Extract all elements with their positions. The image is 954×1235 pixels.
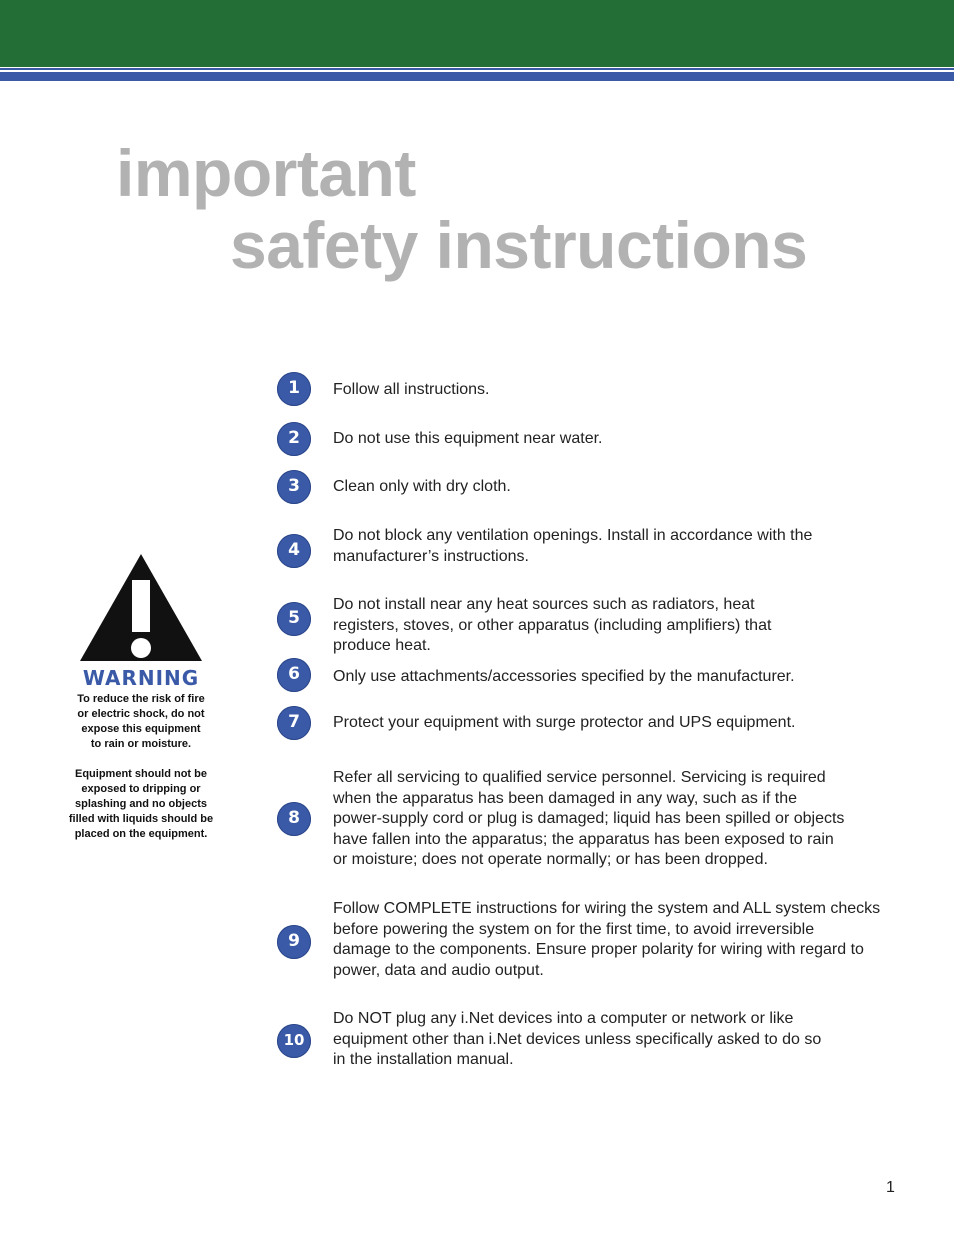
header-rule-thick <box>0 72 954 81</box>
page-title-line-1: important <box>116 136 416 210</box>
number-badge-9: 9 <box>277 925 311 959</box>
instruction-text-1: Follow all instructions. <box>333 381 490 398</box>
warning-text-shock: To reduce the risk of fire or electric shock, do not expose this equipment to rain or moisture. <box>77 693 205 750</box>
page-number: 1 <box>886 1179 895 1196</box>
number-badge-4: 4 <box>277 534 311 568</box>
number-badge-7: 7 <box>277 706 311 740</box>
header-band <box>0 0 954 67</box>
warning-label: WARNING <box>82 666 200 690</box>
warning-block <box>58 552 224 842</box>
instruction-text-2: Do not use this equipment near water. <box>333 430 603 447</box>
warning-text-liquids: Equipment should not be exposed to dripping or splashing and no objects filled with liquids should be placed on the equipment. <box>68 768 214 840</box>
number-badge-1: 1 <box>277 372 311 406</box>
instruction-text-5: Do not install near any heat sources such as radiators, heat registers, stoves, or other apparatus (including amplifiers) that produce heat. <box>333 596 772 655</box>
header-rule-thin <box>0 68 954 70</box>
number-badge-3: 3 <box>277 470 311 504</box>
number-badge-8: 8 <box>277 802 311 836</box>
instruction-text-9: Follow COMPLETE instructions for wiring the system and ALL system checks before powering the system on for the first time, to avoid irreversible damage to the components. Ensure proper polarity for wiring with regard to power, data and audio output. <box>333 900 881 979</box>
instruction-text-6: Only use attachments/accessories specified by the manufacturer. <box>333 668 795 685</box>
instruction-text-8: Refer all servicing to qualified service personnel. Servicing is required when the apparatus has been damaged in any way, such as if the power-supply cord or plug is damaged; liquid has been spilled or objects have fallen into the apparatus; the apparatus has been exposed to rain or moisture; does not operate normally; or has been dropped. <box>333 769 845 869</box>
warning-triangle-icon <box>78 552 204 662</box>
instruction-text-10: Do NOT plug any i.Net devices into a computer or network or like equipment other than i.Net devices unless specifically asked to do so in the installation manual. <box>333 1010 822 1069</box>
instruction-text-7: Protect your equipment with surge protector and UPS equipment. <box>333 714 796 731</box>
number-badge-10: 10 <box>277 1024 311 1058</box>
instruction-text-4: Do not block any ventilation openings. Install in accordance with the manufacturer’s instructions. <box>333 527 813 565</box>
page-title-line-2: safety instructions <box>230 208 808 282</box>
number-badge-5: 5 <box>277 602 311 636</box>
instruction-text-3: Clean only with dry cloth. <box>333 478 511 495</box>
number-badge-6: 6 <box>277 658 311 692</box>
number-badge-2: 2 <box>277 422 311 456</box>
